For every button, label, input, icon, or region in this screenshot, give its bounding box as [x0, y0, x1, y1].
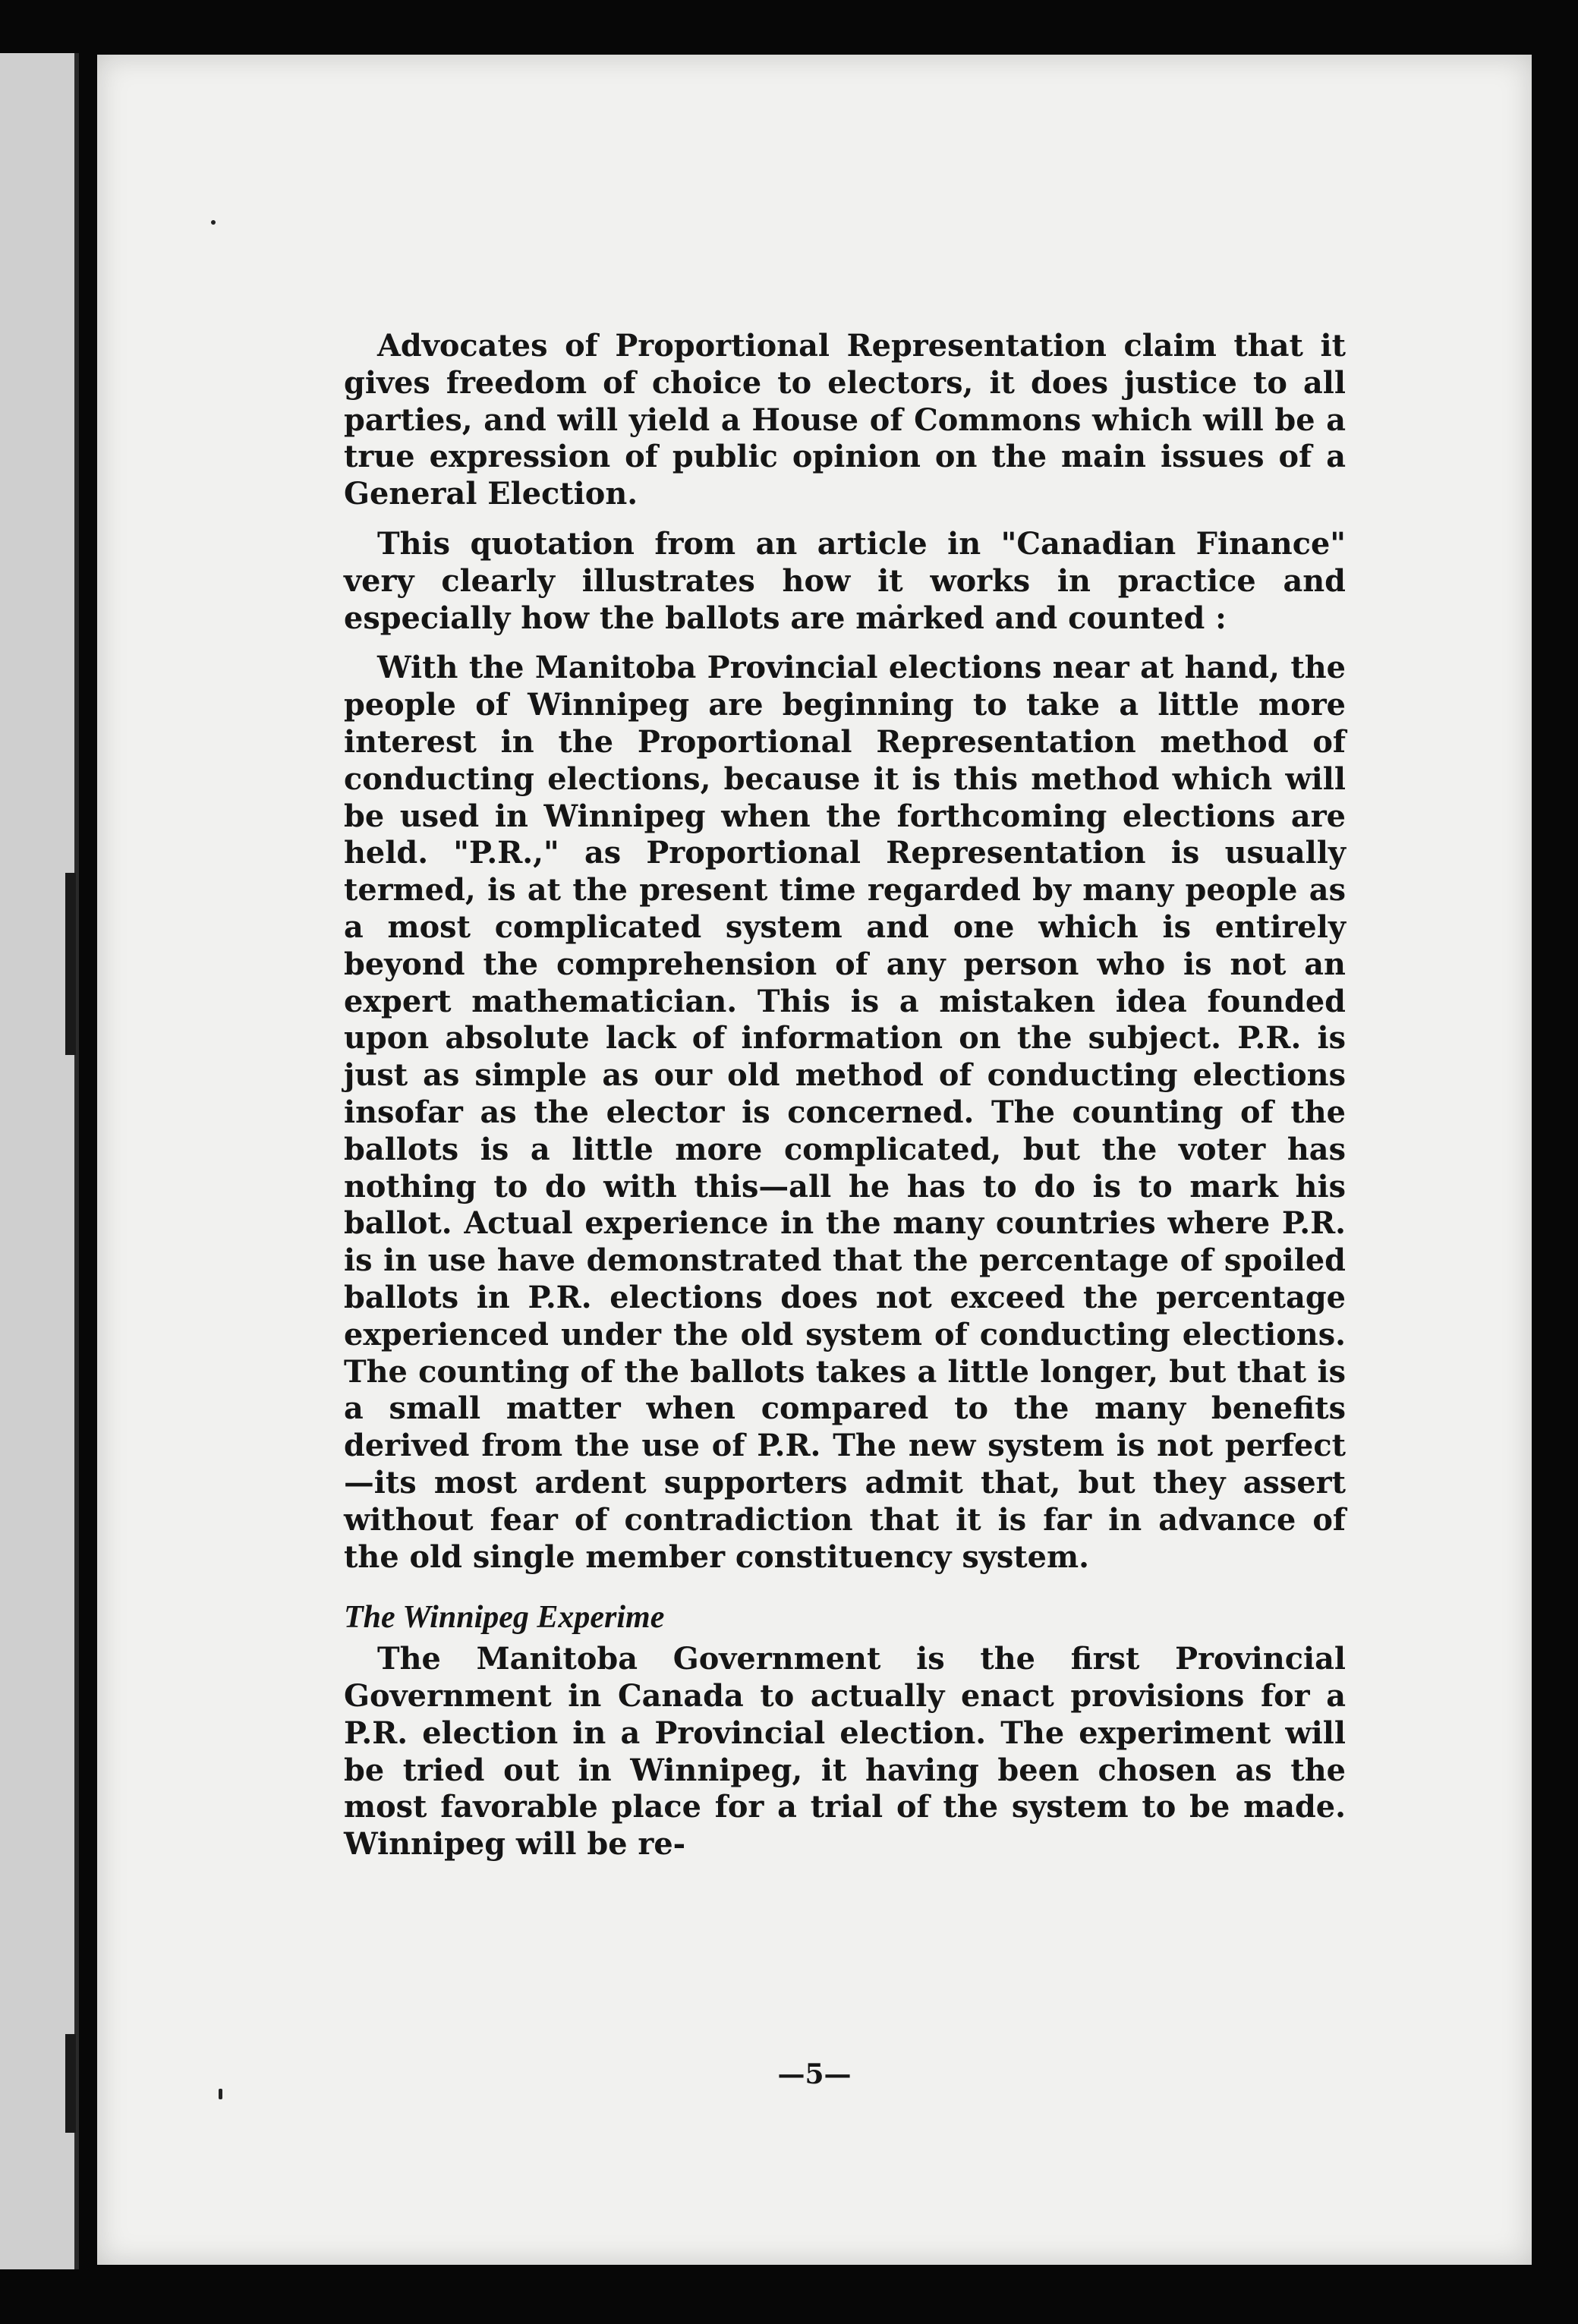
- paragraph-2: This quotation from an article in "Canadian Finance" very clearly illustrates how it works in practice and especially how the ballots are marked and counted :: [344, 526, 1346, 636]
- previous-page-edge: [0, 53, 79, 2269]
- section-paragraph: The Manitoba Government is the first Provincial Government in Canada to actually enact provisions for a P.R. election in a Provincial election. The experiment will be tried out in Winnipeg, it having been chosen as the most favorable place for a trial of the system to be made. Winnipeg will be re-: [344, 1642, 1346, 1863]
- binding-mark: [65, 2034, 76, 2133]
- speck: [219, 2089, 222, 2099]
- paragraph-1: Advocates of Proportional Representation claim that it gives freedom of choice to electors, it does justice to all parties, and will yield a House of Commons which will be a true expression of public opinion on the main issues of a General Election.: [344, 329, 1346, 512]
- speck: [211, 220, 216, 225]
- page-number: —5—: [777, 2058, 852, 2090]
- body-text: [344, 328, 1346, 1876]
- document-page: [97, 55, 1532, 2265]
- binding-mark: [65, 873, 76, 1055]
- paragraph-3: With the Manitoba Provincial elections near at hand, the people of Winnipeg are beginning to take a little more interest in the Proportional Representation method of conducting elections, because it is this method which will be used in Winnipeg when the forthcoming elections are held. "P.R.," as Proportional Representation is usually termed, is at the present time regarded by many people as a most complicated system and one which is entirely beyond the comprehension of any person who is not an expert mathematician. This is a mistaken idea founded upon absolute lack of information on the subject. P.R. is just as simple as our old method of conducting elections insofar as the elector is concerned. The counting of the ballots is a little more complicated, but the voter has nothing to do with this—all he has to do is to mark his ballot. Actual experience in the many countries where P.R. is in use have demonstrated that the percentage of spoiled ballots in P.R. elections does not exceed the percentage experienced under the old system of conducting elections. The counting of the ballots takes a little longer, but that is a small matter when compared to the many benefits derived from the use of P.R. The new system is not perfect—its most ardent supporters admit that, but they assert without fear of contradiction that it is far in advance of the old single member constituency system.: [344, 650, 1346, 1575]
- section-heading: The Winnipeg Experime: [344, 1600, 665, 1636]
